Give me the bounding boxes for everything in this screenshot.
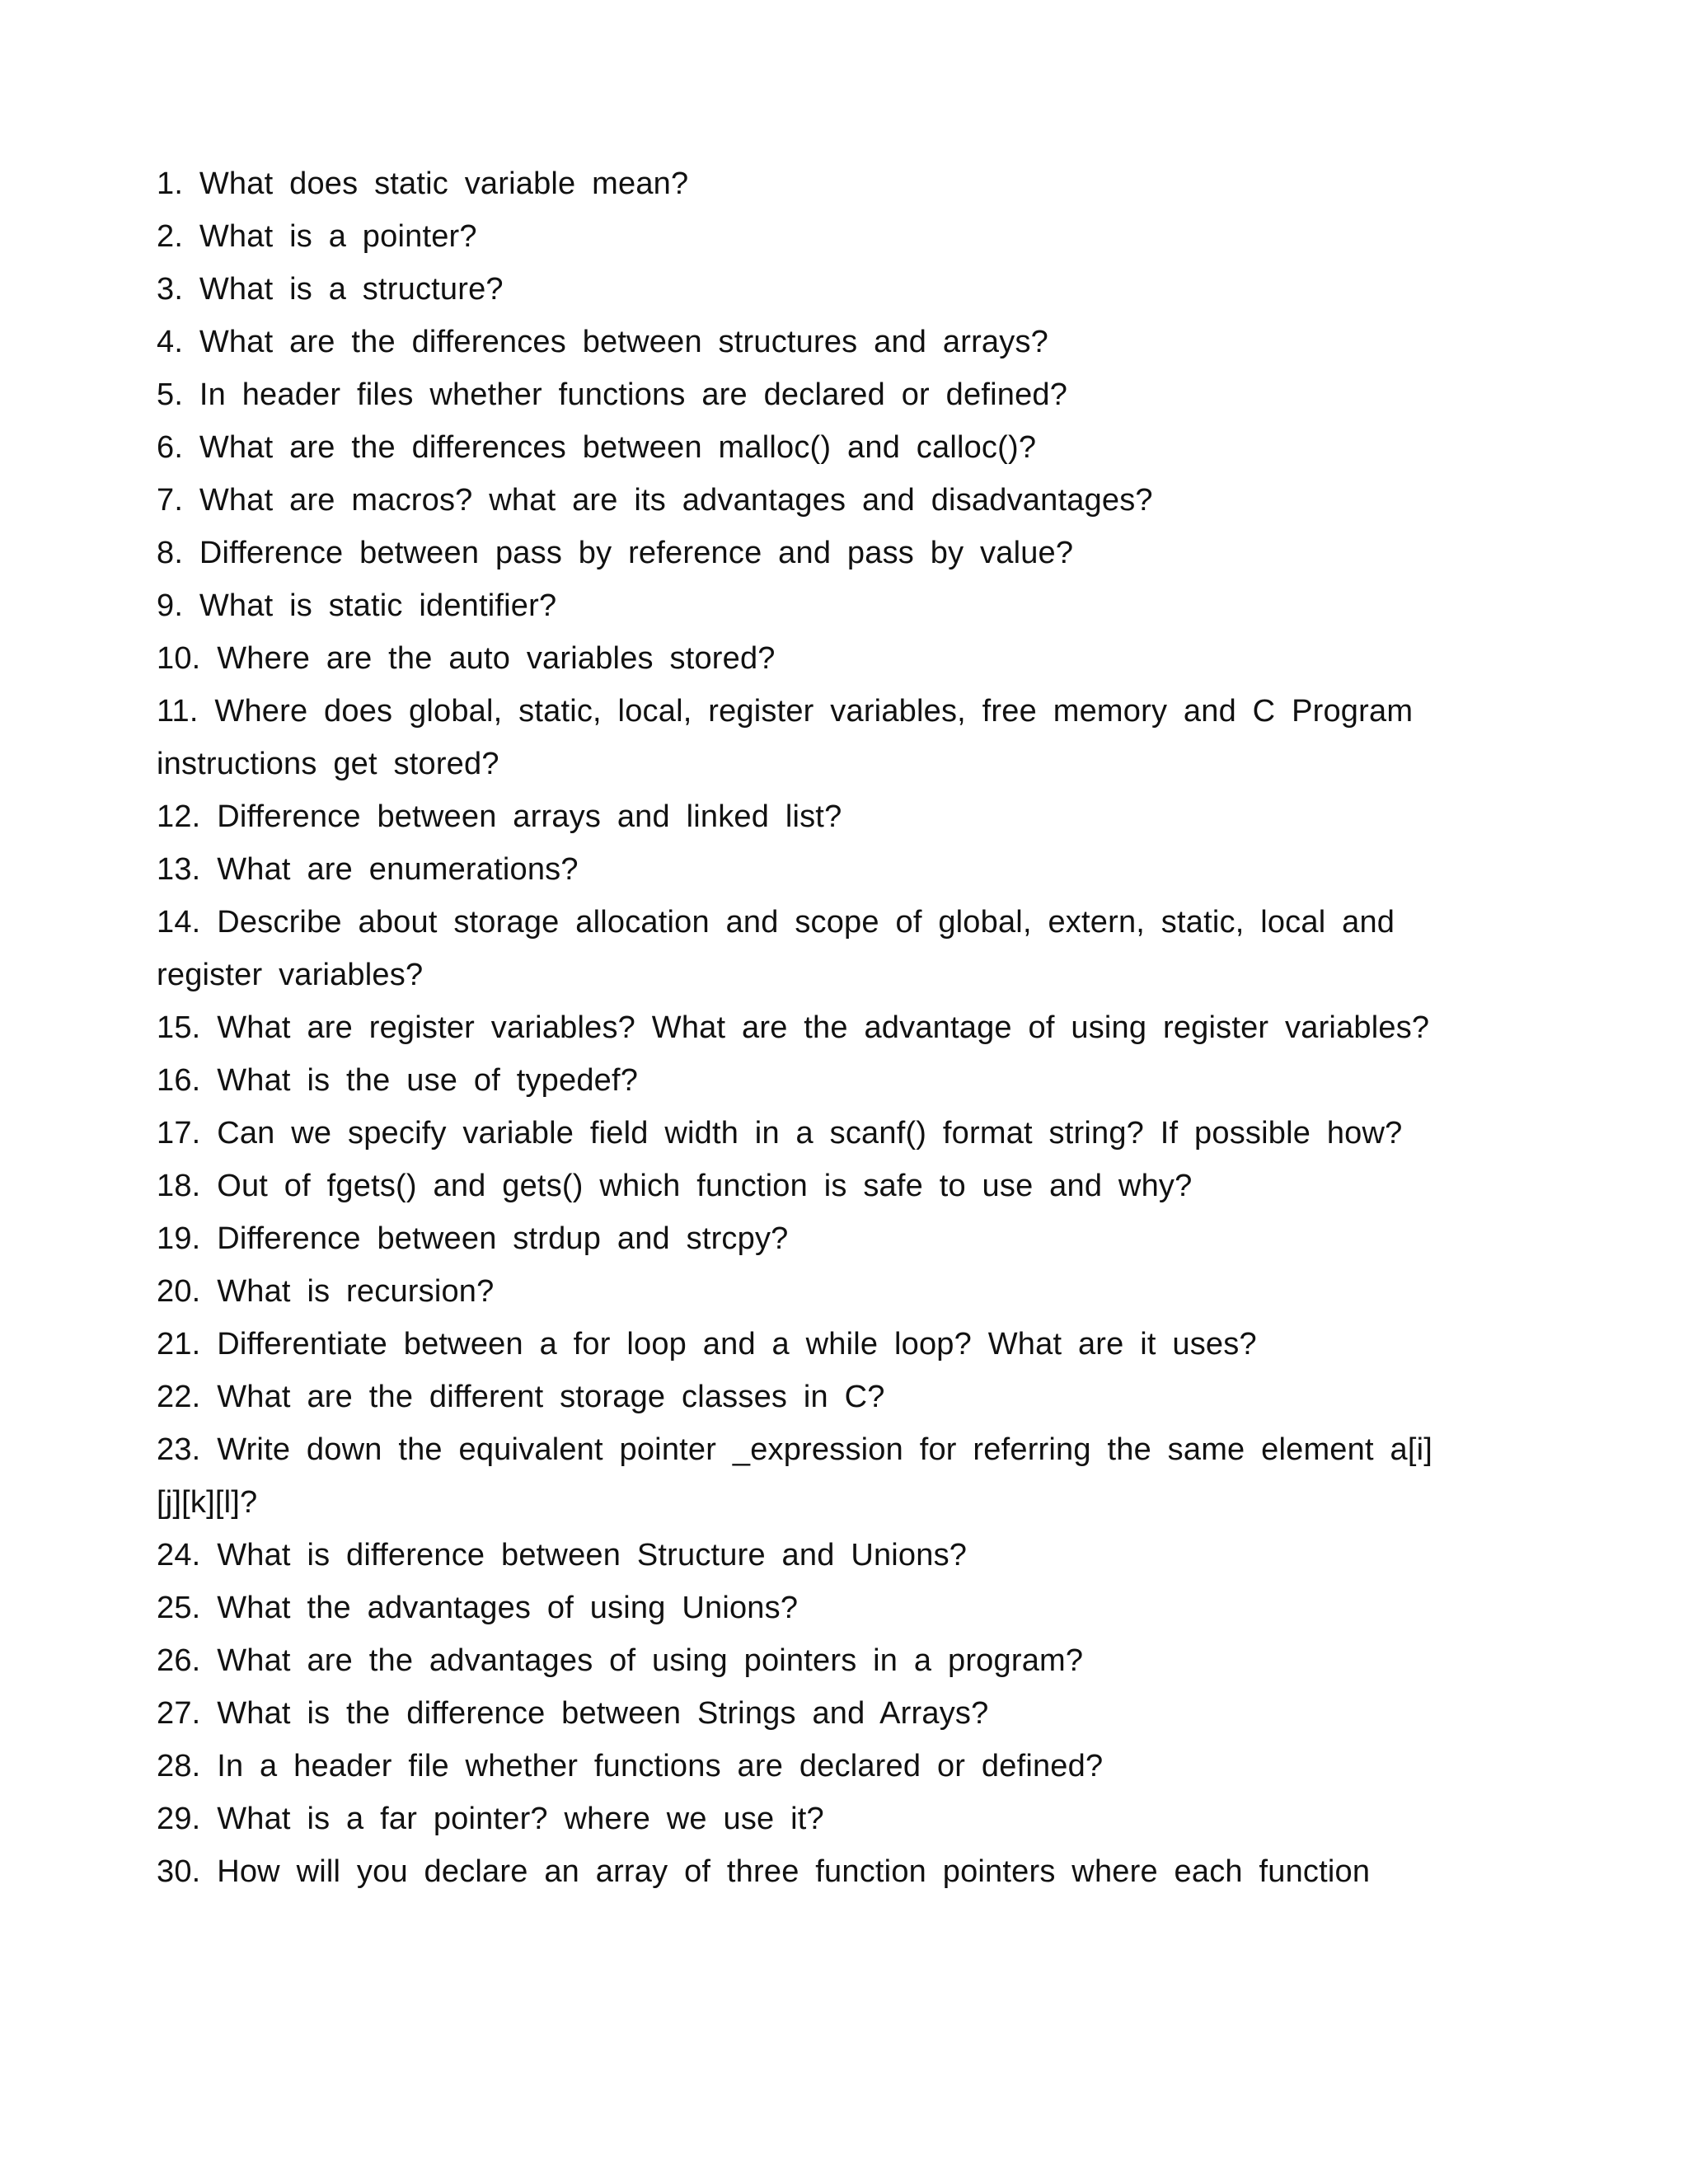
question-number: 3. [157,272,184,307]
question-text: Differentiate between a for loop and a while loop? What are it uses? [217,1327,1257,1361]
question-number: 22. [157,1380,201,1414]
question-text: How will you declare an array of three function pointers where each function [217,1854,1371,1889]
question-text: Write down the equivalent pointer _expression for referring the same element a[i][j][k][l]? [157,1432,1432,1520]
question-text: What is difference between Structure and Unions? [217,1538,968,1572]
question-item [157,421,1442,474]
question-text: What is static identifier? [199,588,557,623]
question-item [157,1265,1442,1318]
question-item [157,1371,1442,1423]
question-text: What are macros? what are its advantages and disadvantages? [199,483,1153,518]
question-number: 25. [157,1591,201,1625]
question-text: Where does global, static, local, register variables, free memory and C Program instructions get stored? [157,694,1414,781]
question-item [157,1160,1442,1212]
question-number: 19. [157,1221,201,1256]
question-text: In a header file whether functions are declared or defined? [217,1749,1104,1783]
question-item [157,790,1442,843]
question-item [157,1318,1442,1371]
question-number: 18. [157,1169,201,1203]
question-number: 27. [157,1696,201,1731]
question-item [157,1687,1442,1740]
question-item [157,1001,1442,1054]
question-item [157,579,1442,632]
question-item [157,316,1442,368]
question-item [157,1054,1442,1107]
question-number: 5. [157,377,184,412]
question-number: 6. [157,430,184,465]
question-text: Can we specify variable field width in a scanf() format string? If possible how? [217,1116,1403,1151]
question-list [157,157,1442,1898]
question-text: What are the differences between malloc() and calloc()? [199,430,1037,465]
question-number: 26. [157,1643,201,1678]
question-text: Describe about storage allocation and scope of global, extern, static, local and register variables? [157,905,1395,992]
question-text: Out of fgets() and gets() which function is safe to use and why? [217,1169,1193,1203]
question-number: 12. [157,799,201,834]
question-text: In header files whether functions are declared or defined? [199,377,1068,412]
question-item [157,1212,1442,1265]
question-text: What does static variable mean? [199,166,689,201]
question-number: 9. [157,588,184,623]
question-number: 23. [157,1432,201,1467]
question-number: 15. [157,1010,201,1045]
question-text: What is the use of typedef? [217,1063,639,1098]
question-item [157,896,1442,1001]
question-number: 14. [157,905,201,940]
question-item [157,527,1442,579]
question-item [157,1793,1442,1845]
question-number: 10. [157,641,201,676]
question-number: 30. [157,1854,201,1889]
question-number: 1. [157,166,184,201]
question-number: 17. [157,1116,201,1151]
question-item [157,1740,1442,1793]
question-number: 28. [157,1749,201,1783]
question-text: What is recursion? [217,1274,495,1309]
question-text: What is a structure? [199,272,504,307]
question-item [157,157,1442,210]
question-number: 29. [157,1802,201,1836]
question-number: 8. [157,536,184,570]
question-text: What are enumerations? [217,852,579,887]
question-text: What are the differences between structures and arrays? [199,325,1049,359]
question-item [157,843,1442,896]
question-item [157,210,1442,263]
question-number: 21. [157,1327,201,1361]
question-number: 7. [157,483,184,518]
question-text: What is a far pointer? where we use it? [217,1802,824,1836]
question-item [157,1529,1442,1582]
question-number: 2. [157,219,184,254]
question-number: 11. [157,694,199,729]
question-text: What are register variables? What are the advantage of using register variables? [217,1010,1430,1045]
question-text: What are the different storage classes in C? [217,1380,885,1414]
question-item [157,1423,1442,1529]
question-item [157,1582,1442,1634]
question-number: 20. [157,1274,201,1309]
question-item [157,1845,1442,1898]
question-text: Difference between pass by reference and pass by value? [199,536,1074,570]
question-number: 4. [157,325,184,359]
question-item [157,263,1442,316]
question-item [157,474,1442,527]
question-item [157,685,1442,790]
question-text: Difference between strdup and strcpy? [217,1221,789,1256]
question-text: What are the advantages of using pointers in a program? [217,1643,1084,1678]
question-item [157,368,1442,421]
question-number: 24. [157,1538,201,1572]
question-number: 13. [157,852,201,887]
question-text: Where are the auto variables stored? [217,641,776,676]
question-text: What the advantages of using Unions? [217,1591,799,1625]
question-text: Difference between arrays and linked list? [217,799,842,834]
question-text: What is a pointer? [199,219,477,254]
question-text: What is the difference between Strings and Arrays? [217,1696,989,1731]
question-number: 16. [157,1063,201,1098]
question-item [157,632,1442,685]
question-item [157,1107,1442,1160]
question-item [157,1634,1442,1687]
